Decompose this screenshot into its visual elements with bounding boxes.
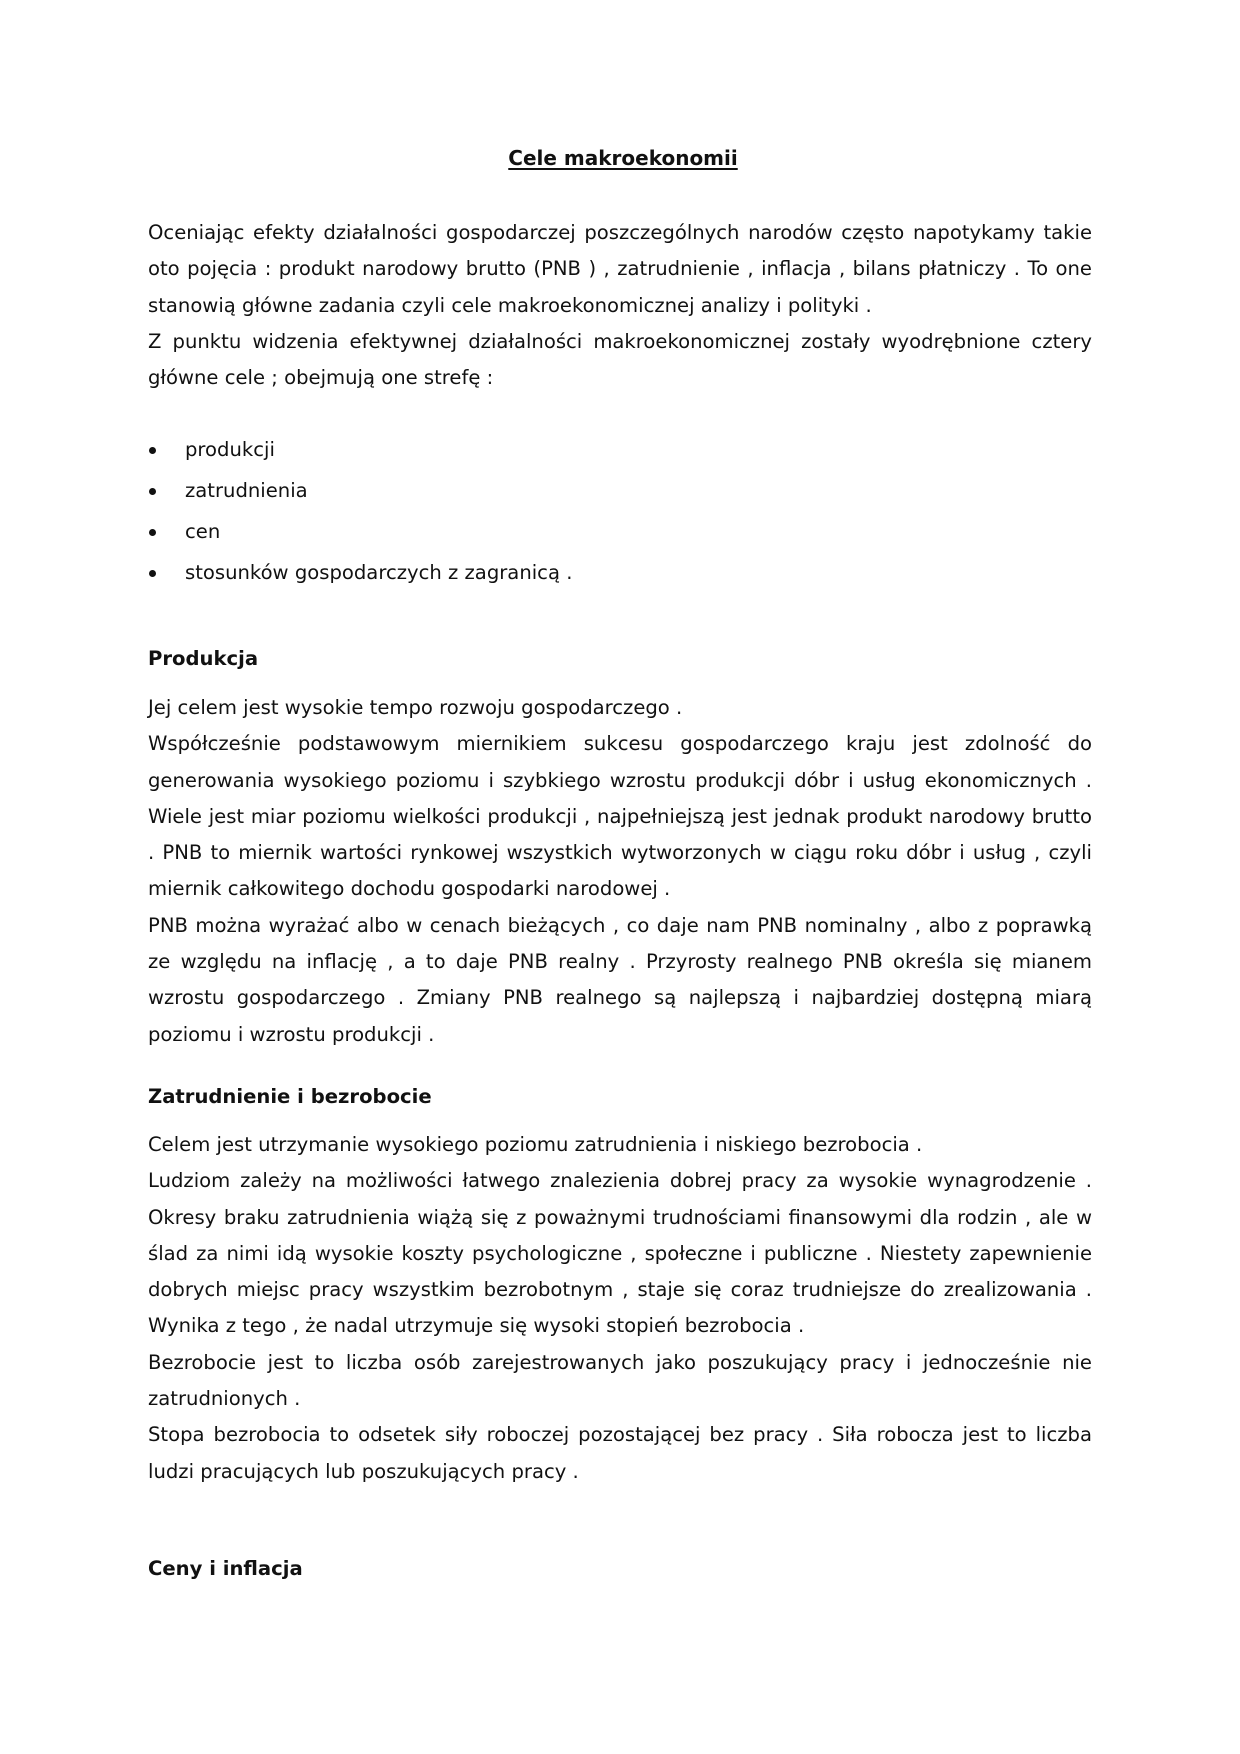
list-item-text: produkcji (185, 438, 275, 461)
intro-paragraph: Oceniając efekty działalności gospodarczej poszczególnych narodów często napotykamy takie oto pojęcia : produkt narodowy brutto (PNB ) , zatrudnienie , inflacja , bilans płatniczy . To one stanowią główne zadania czyli cele makroekonomicznej analizy i polityki . (148, 221, 1092, 317)
list-item-text: stosunków gospodarczych z zagranicą . (185, 561, 573, 584)
section-paragraph: PNB można wyrażać albo w cenach bieżących , co daje nam PNB nominalny , albo z poprawką ze względu na inflację , a to daje PNB realny . Przyrosty realnego PNB określa się mianem wzrostu gospodarczego . Zmiany PNB realnego są najlepszą i najbardziej dostępną miarą poziomu i wzrostu produkcji . (148, 913, 1092, 1046)
bullet-icon (149, 447, 156, 454)
list-item-text: cen (185, 520, 221, 543)
section-heading-ceny: Ceny i inflacja (148, 1557, 303, 1580)
section-heading-produkcja: Produkcja (148, 647, 259, 670)
document-title-text: Cele makroekonomii (508, 146, 738, 170)
section-paragraph: Jej celem jest wysokie tempo rozwoju gospodarczego . (148, 696, 683, 719)
section-heading-zatrudnienie: Zatrudnienie i bezrobocie (148, 1085, 432, 1108)
section-paragraph: Stopa bezrobocia to odsetek siły roboczej pozostającej bez pracy . Siła robocza jest to liczba ludzi pracujących lub poszukujących pracy . (148, 1423, 1092, 1483)
section-produkcja-body (148, 690, 1092, 1053)
intro-paragraph: Z punktu widzenia efektywnej działalności makroekonomicznej zostały wyodrębnione cztery główne cele ; obejmują one strefę : (148, 329, 1092, 390)
document-title (148, 146, 1092, 170)
section-paragraph: Celem jest utrzymanie wysokiego poziomu zatrudnienia i niskiego bezrobocia . (148, 1133, 923, 1156)
intro-block (148, 215, 1092, 396)
bullet-icon (149, 488, 156, 495)
bullet-icon (149, 529, 156, 536)
list-item (148, 479, 1092, 520)
list-item (148, 561, 1092, 602)
goals-list (148, 438, 1092, 602)
bullet-icon (149, 570, 156, 577)
list-item (148, 438, 1092, 479)
section-paragraph: Współcześnie podstawowym miernikiem sukcesu gospodarczego kraju jest zdolność do generowania wysokiego poziomu i szybkiego wzrostu produkcji dóbr i usług ekonomicznych . Wiele jest miar poziomu wielkości produkcji , najpełniejszą jest jednak produkt narodowy brutto . PNB to miernik wartości rynkowej wszystkich wytworzonych w ciągu roku dóbr i usług , czyli miernik całkowitego dochodu gospodarki narodowej . (148, 732, 1092, 901)
section-paragraph: Bezrobocie jest to liczba osób zarejestrowanych jako poszukujący pracy i jednocześnie nie zatrudnionych . (148, 1350, 1092, 1411)
section-zatrudnienie-body (148, 1127, 1092, 1490)
list-item-text: zatrudnienia (185, 479, 308, 502)
list-item (148, 520, 1092, 561)
section-paragraph: Ludziom zależy na możliwości łatwego znalezienia dobrej pracy za wysokie wynagrodzenie . Okresy braku zatrudnienia wiążą się z poważnymi trudnościami finansowymi dla rodzin , ale w ślad za nimi idą wysokie koszty psychologiczne , społeczne i publiczne . Niestety zapewnienie dobrych miejsc pracy wszystkim bezrobotnym , staje się coraz trudniejsze do zrealizowania . Wynika z tego , że nadal utrzymuje się wysoki stopień bezrobocia . (148, 1169, 1092, 1338)
